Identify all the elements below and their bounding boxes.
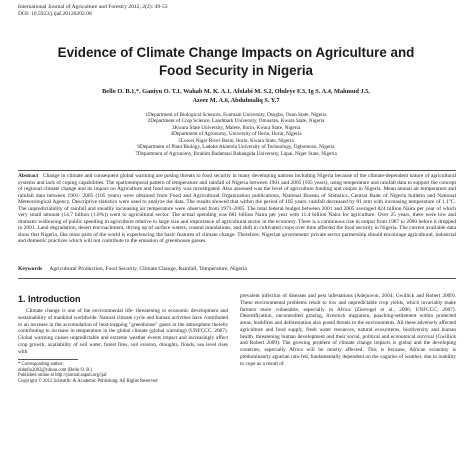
affiliation-5: 5Lower Niger River Basin, Ilorin, Kwara State, Nigeria [178, 137, 294, 144]
intro-heading: 1. Introduction [18, 294, 81, 304]
footnote-copyright: Copyright © 2012 Scientific & Academic Publishing. All Rights Reserved [18, 379, 158, 385]
right-column-paragraph: prevalent infection of diseases and pest infestations (Adejuwon, 2004; Gwillick and Robert 2009). These environmental problems result to low and unpredictable crop yields, which invariably make farmers more vulnerable, especially in Africa (Zierrogel et al., 2006; UNFCCC, 2007). Desertification, uncontrolled grazing, livestock migration, poaching/settlement within protected areas, bushfires and deforestation also posed threats to the environments. All these adversely affected agriculture and food supply, fresh water resources, natural ecosystems, biodiversity and human health, threatening human development and their social, political and economical survival (Gwillick and Robert 2009). The growing problem of climate change impacts is global and the developing countries, especially Africa will be mostly affected. This is because, African economy is predominantly agrarian rain-fed, fundamentally dependent on the vagaries of weather, due to inability to cope as a result of [240, 293, 456, 367]
abstract-text: Change in climate and consequent global warming are posing threats to food security in many developing nations including Nigeria because of the climate-dependent nature of agricultural systems and lack of coping capabilities. The spatiotemporal pattern of temperature and rainfall of Nigeria between 1901 and 2005 (105 years), using temperature and rainfall data to support the concept of regional climate change and its impact on Agriculture and food security was investigated. Also assessed was the level of agriculture funding and output in Nigeria. Mean annual air temperature and rainfall data between 1901- 2005 (105 years) were obtained from Food and Agricultural Organization publications, National Bureau of Statistics, Central Bank of Nigeria bulletin and National Meteorological Agency. Descriptive statistics were used to analyze the data. The results showed that within the period of 105 years, rainfall decreased by 81 mm with increasing temperature of 1.1°C. The unpredictability of rainfall and steadily increasing air temperature were observed from 1971-2005. The total federal budget between 2001 and 2005 averaged 824 billion Naira per year of which very small amount (14.7 billion (1.8%)) went to agricultural sector. The actual spending was 681 billion Naira per year with 11.4 billion Naira for agriculture. Over 25 years, there were low and dramatic wallowing of public spending in agriculture relative to large size and importance of agricultural sector in the economy. There is a continuous rise in output from 1987 to 2000 before it dropped in 2001. Land degradation, desert encroachment, drying up of surface waters, coastal inundations, and shift in cultivated crops over time affected the food security in Nigeria. The current available data show that Nigeria, like most parts of the world is experiencing the basic features of climate change. Therefore, Nigerian government/ private sector partnership should encourage agricultural, industrial and domestic practices which will not contribute to the emission of greenhouse gasses. [18, 173, 457, 245]
keywords-text: Agricultural Production, Food Security, Climate Change, Rainfall, Temperature, Nigeria [49, 266, 247, 272]
footnote-rule [18, 359, 78, 360]
footnote-corresponding: * Corresponding author: [18, 362, 64, 368]
paper-title-line-1: Evidence of Climate Change Impacts on Agriculture and [57, 45, 415, 60]
paper-title [0, 44, 472, 80]
author-list [0, 87, 472, 105]
journal-doi: DOI: 10.5923/j.ijaf.20120202.08 [18, 10, 92, 17]
affiliation-3: 3Kwara State University, Malete, Ilorin, Kwara State, Nigeria [171, 124, 301, 131]
journal-header [18, 4, 168, 17]
keywords-bottom-rule [18, 278, 456, 279]
author-line-2: Azeez M. A.6, Abdulmaliq S. Y.7 [192, 97, 280, 104]
footnote [18, 362, 228, 384]
abstract-top-rule [18, 170, 456, 171]
author-line-1: Bello O. B.1,*, Ganiyu O. T.1, Wahab M. K. A.1, Afolabi M. S.2, Oluleye F.3, Ig S. A.4, Mahmud J.5, [102, 88, 370, 95]
keywords [18, 266, 456, 273]
affiliation-1: 1Department of Biological Sciences, Fountain University, Osogbo, Osun State, Nigeria [145, 112, 327, 118]
keywords-label: Keywords [18, 266, 43, 272]
right-column [240, 293, 456, 367]
left-column [18, 288, 228, 385]
intro-paragraph: Climate change is one of the environmental life- threatening to economic development and sustainability of mankind worldwide. Natural climate cycle and human activities have contributed to an increase in the accumulation of heat-trapping "greenhouse" gases in the atmosphere thereby contributing to increase in temperature in the global climate (global warming) (UNFCCC, 2007). Global warming causes unpredictable and extreme weather events impact and increasingly affect crop growth, availability of soil water, forest fires, soil erosion, droughts, floods, sea level rises with [18, 308, 228, 355]
affiliation-6: 6Department of Plant Biology, Ladoke Akintola University of Technology, Ogbomoso, Nigeria [137, 144, 335, 151]
affiliation-4: 4Department of Agronomy, University of Ilorin, Ilorin, Nigeria [170, 131, 302, 138]
journal-citation: International Journal of Agriculture and Forestry 2012, 2(2): 49-53 [18, 4, 168, 10]
affiliation-2: 2Department of Crop Science, Landmark University, Omuaran, Kwara State, Nigeria [147, 118, 325, 125]
footnote-published: Published online at http://journal.sapub.org/ijaf [18, 373, 107, 379]
affiliation-7: 7Department of Agronomy, Ibrahim Badamasi Babangida University, Lapai, Niger State, Nigeria [135, 150, 337, 157]
paper-title-line-2: Food Security in Nigeria [158, 63, 314, 78]
abstract [18, 173, 456, 245]
abstract-label: Abstract [18, 173, 39, 179]
affiliation-list [0, 112, 472, 157]
footnote-email: obbello2002@yahoo.com (Bello O. B.) [18, 367, 93, 373]
